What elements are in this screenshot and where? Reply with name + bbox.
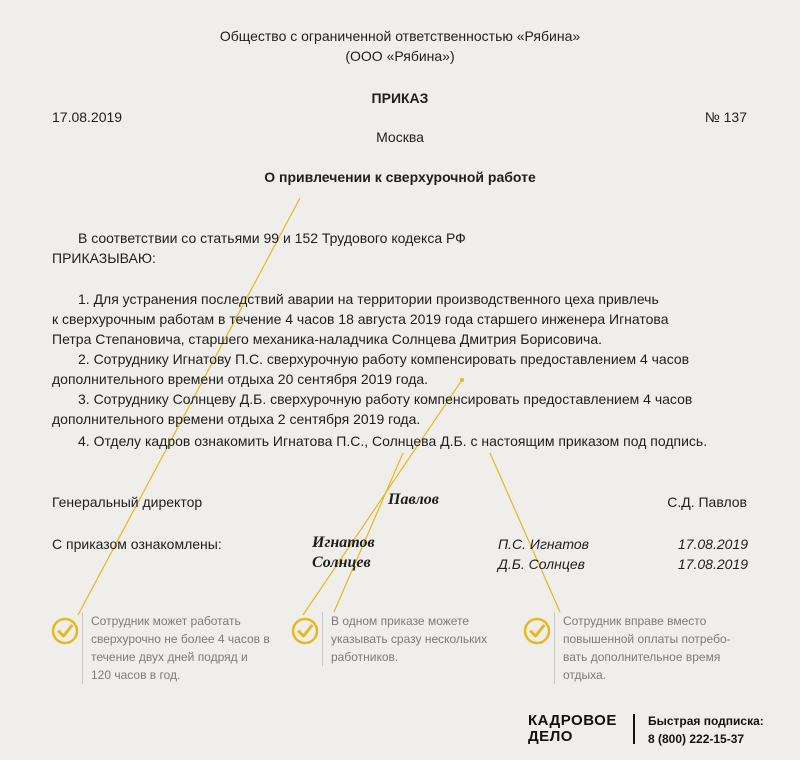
leader-line-4: [490, 453, 560, 612]
note-text: В одном приказе можете указывать сразу нескольких работников.: [322, 612, 501, 666]
person-name: Д.Б. Солнцев: [498, 556, 585, 572]
org-short-name: (ООО «Рябина»): [345, 48, 455, 64]
order-line: 4. Отделу кадров ознакомить Игнатова П.С., Солнцева Д.Б. с настоящим приказом под подпись.: [78, 433, 708, 449]
quick-subscribe-label: Быстрая подписка:: [648, 714, 764, 728]
check-circle-icon: [523, 617, 551, 645]
note-text: Сотрудник может работать сверхурочно не более 4 часов в течение двух дней подряд и 120 часов в год.: [82, 612, 271, 684]
person-signature: Игнатов: [312, 534, 375, 551]
person-signature: Солнцев: [312, 554, 371, 571]
order-line: дополнительного времени отдыха 2 сентября 2019 года.: [52, 411, 421, 427]
footer-divider: [633, 714, 635, 744]
order-basis: В соответствии со статьями 99 и 152 Трудового кодекса РФ: [78, 230, 466, 246]
person-name: П.С. Игнатов: [498, 536, 589, 552]
logo-line: ДЕЛО: [528, 728, 573, 745]
order-line: Петра Степановича, старшего механика-наладчика Солнцева Дмитрия Борисовича.: [52, 331, 603, 347]
subscribe-phone[interactable]: 8 (800) 222-15-37: [648, 732, 745, 746]
acquainted-label: С приказом ознакомлены:: [52, 536, 222, 552]
note-text: Сотрудник вправе вместо повышенной оплаты потребо-вать дополнительное время отдыха.: [554, 612, 753, 684]
doc-type: ПРИКАЗ: [371, 90, 429, 106]
order-line: 2. Сотруднику Игнатову П.С. сверхурочную работу компенсировать предоставлением 4 часов: [78, 351, 690, 367]
order-line: 3. Сотруднику Солнцеву Д.Б. сверхурочную работу компенсировать предоставлением 4 часов: [78, 391, 693, 407]
director-title: Генеральный директор: [52, 494, 203, 510]
person-date: 17.08.2019: [677, 536, 748, 552]
order-line: к сверхурочным работам в течение 4 часов 18 августа 2019 года старшего инженера Игнатова: [52, 311, 669, 327]
order-line: 1. Для устранения последствий аварии на территории производственного цеха привлечь: [78, 291, 659, 307]
logo-line: КАДРОВОЕ: [528, 712, 617, 729]
check-circle-icon: [291, 617, 319, 645]
director-name: С.Д. Павлов: [667, 494, 747, 510]
doc-date: 17.08.2019: [52, 109, 123, 125]
doc-subject: О привлечении к сверхурочной работе: [264, 169, 536, 185]
order-line: дополнительного времени отдыха 20 сентября 2019 года.: [52, 371, 429, 387]
doc-number: № 137: [704, 109, 747, 125]
director-signature: Павлов: [388, 491, 439, 508]
leader-line-3: [334, 453, 403, 612]
doc-city: Москва: [376, 129, 424, 145]
logo[interactable]: [528, 713, 617, 745]
check-circle-icon: [51, 617, 79, 645]
org-full-name: Общество с ограниченной ответственностью «Рябина»: [219, 28, 581, 44]
person-date: 17.08.2019: [677, 556, 748, 572]
order-word: ПРИКАЗЫВАЮ:: [52, 250, 156, 266]
